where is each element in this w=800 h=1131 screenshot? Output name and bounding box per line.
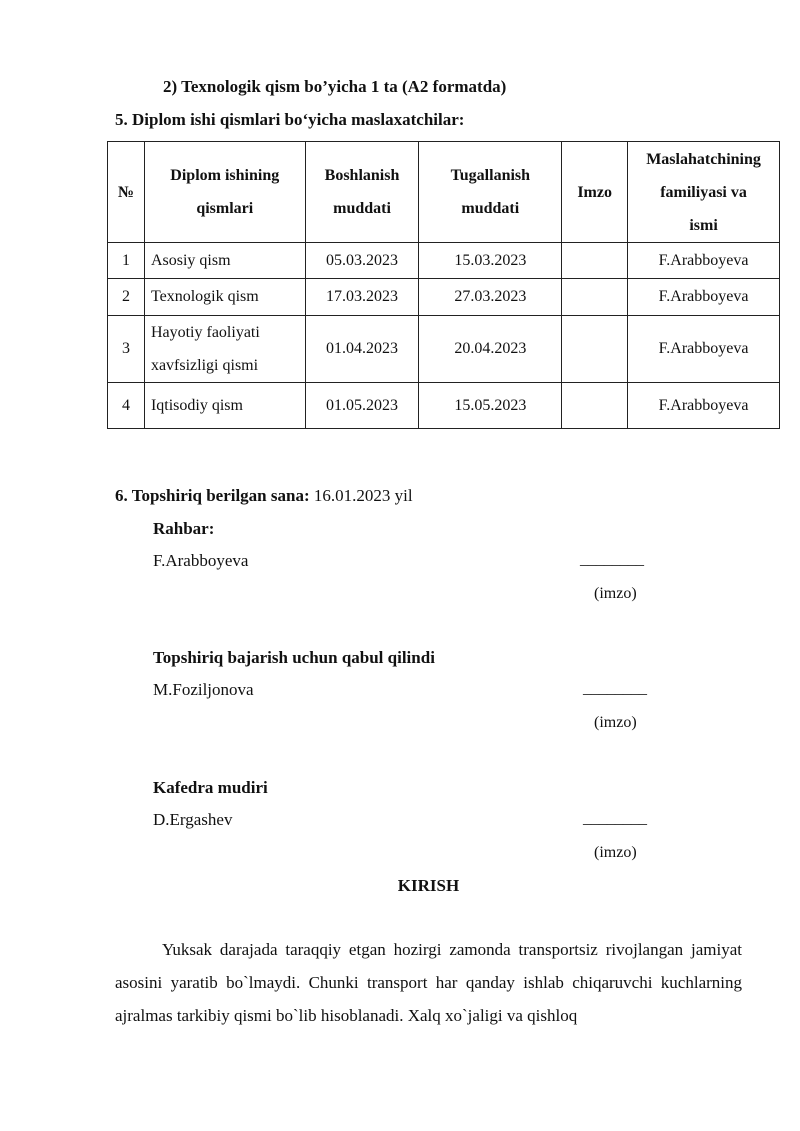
- table-header-row: [108, 142, 780, 243]
- supervisor-title: Rahbar:: [153, 519, 215, 538]
- row-part: Asosiy qism: [144, 243, 305, 279]
- header-advisor: Maslahatchining familiyasi va ismi: [628, 142, 780, 243]
- row-start: 01.04.2023: [305, 316, 419, 383]
- department-head-name: D.Ergashev: [153, 810, 233, 829]
- row-end: 27.03.2023: [419, 279, 562, 316]
- row-advisor: F.Arabboyeva: [628, 279, 780, 316]
- row-part: Iqtisodiy qism: [144, 383, 305, 429]
- row-num: 4: [108, 383, 145, 429]
- section-6-line: [115, 486, 413, 506]
- table-row: [108, 316, 780, 383]
- department-head-signature-caption: (imzo): [594, 844, 637, 861]
- supervisor-signature-line: ________: [580, 551, 644, 568]
- advisors-table: [107, 141, 780, 429]
- row-advisor: F.Arabboyeva: [628, 316, 780, 383]
- student-name: M.Foziljonova: [153, 680, 254, 699]
- header-parts: Diplom ishining qismlari: [144, 142, 305, 243]
- department-head-title: Kafedra mudiri: [153, 778, 268, 797]
- header-start: Boshlanish muddati: [305, 142, 419, 243]
- row-advisor: F.Arabboyeva: [628, 243, 780, 279]
- header-sign: Imzo: [562, 142, 628, 243]
- assignment-date: 16.01.2023 yil: [313, 486, 413, 505]
- intro-title: KIRISH: [397, 876, 460, 895]
- row-num: 3: [108, 316, 145, 383]
- row-sign: [562, 279, 628, 316]
- row-start: 05.03.2023: [305, 243, 419, 279]
- student-signature-caption: (imzo): [594, 714, 637, 731]
- section-5-title: 5. Diplom ishi qismlari bo‘yicha maslaxatchilar:: [115, 110, 465, 129]
- section-6-label: 6. Topshiriq berilgan sana:: [115, 486, 310, 505]
- row-num: 2: [108, 279, 145, 316]
- supervisor-name: F.Arabboyeva: [153, 551, 249, 570]
- row-start: 01.05.2023: [305, 383, 419, 429]
- student-signature-line: ________: [583, 680, 647, 697]
- row-end: 15.03.2023: [419, 243, 562, 279]
- row-sign: [562, 243, 628, 279]
- intro-paragraph: Yuksak darajada taraqqiy etgan hozirgi zamonda transportsiz rivojlangan jamiyat asosini yaratib bo`lmaydi. Chunki transport har qanday ishlab chiqaruvchi kuchlarning ajralmas tarkibiy qismi bo`lib hisoblanadi. Xalq xo`jaligi va qishloq: [115, 940, 742, 1025]
- accepted-title: Topshiriq bajarish uchun qabul qilindi: [153, 648, 435, 667]
- table-row: [108, 243, 780, 279]
- row-part: Hayotiy faoliyati xavfsizligi qismi: [144, 316, 305, 383]
- row-advisor: F.Arabboyeva: [628, 383, 780, 429]
- row-num: 1: [108, 243, 145, 279]
- row-sign: [562, 316, 628, 383]
- department-head-signature-line: ________: [583, 810, 647, 827]
- a2-format-line: 2) Texnologik qism bo’yicha 1 ta (A2 formatda): [163, 77, 507, 96]
- row-part: Texnologik qism: [144, 279, 305, 316]
- table-row: [108, 383, 780, 429]
- header-num: №: [108, 142, 145, 243]
- row-end: 20.04.2023: [419, 316, 562, 383]
- row-start: 17.03.2023: [305, 279, 419, 316]
- table-row: [108, 279, 780, 316]
- supervisor-signature-caption: (imzo): [594, 585, 637, 602]
- row-sign: [562, 383, 628, 429]
- header-end: Tugallanish muddati: [419, 142, 562, 243]
- row-end: 15.05.2023: [419, 383, 562, 429]
